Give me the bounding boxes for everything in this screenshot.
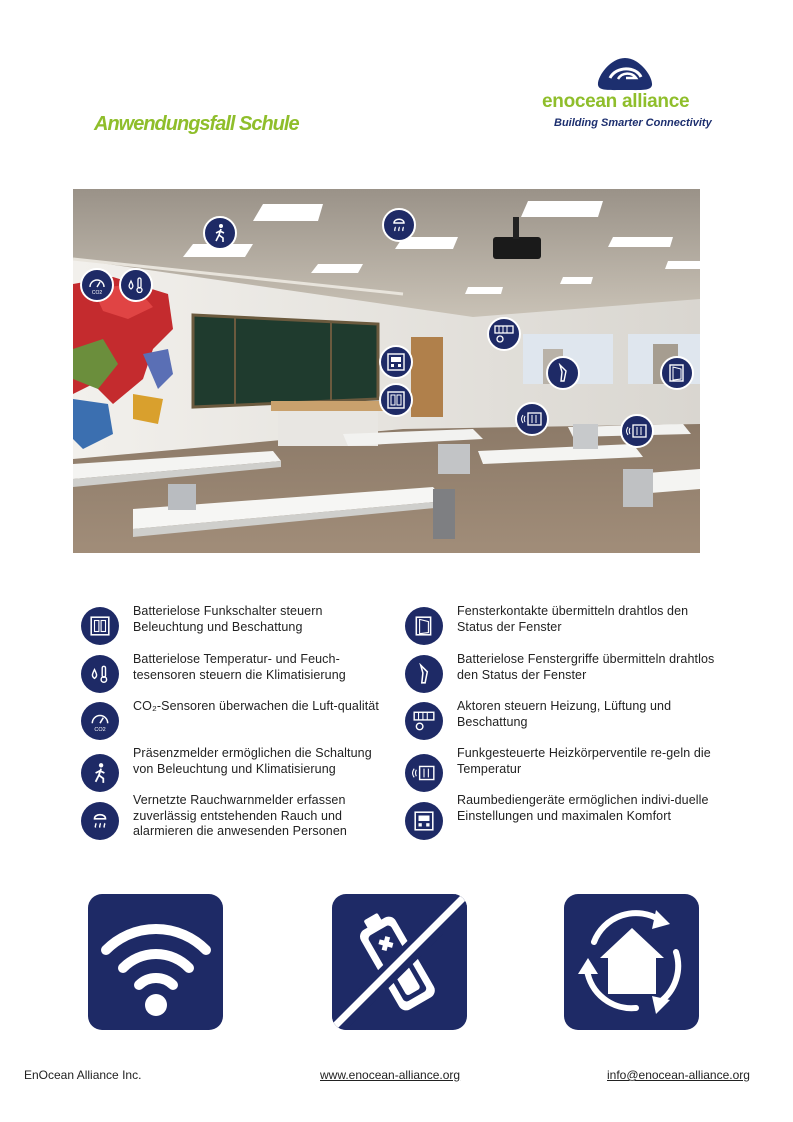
smart-home-icon (564, 894, 699, 1030)
window-contact-icon (660, 356, 694, 390)
page-title: Anwendungsfall Schule (94, 113, 299, 135)
radiator-valve-icon (515, 402, 549, 436)
smoke-detector-icon (382, 208, 416, 242)
window-contact-icon (405, 607, 443, 645)
legend-item (405, 699, 719, 740)
email-link[interactable]: info@enocean-alliance.org (607, 1068, 750, 1082)
legend-item (81, 604, 395, 645)
legend-item (81, 793, 395, 840)
switch-icon (81, 607, 119, 645)
legend-text: Raumbediengeräte ermöglichen indivi-duelle Einstellungen und maximalen Komfort (457, 793, 709, 823)
classroom-photo (73, 189, 700, 553)
legend-text: CO₂-Sensoren überwachen die Luft-qualität (133, 699, 379, 713)
no-battery-icon (332, 894, 467, 1030)
svg-text:CO2: CO2 (91, 290, 103, 295)
motion-sensor-icon (81, 754, 119, 792)
legend-text: Batterielose Funkschalter steuern Beleuchtung und Beschattung (133, 604, 323, 634)
enocean-logo (540, 55, 710, 135)
window-handle-icon (546, 356, 580, 390)
temperature-humidity-icon (119, 268, 153, 302)
radiator-valve-icon (405, 754, 443, 792)
motion-sensor-icon (203, 216, 237, 250)
legend-text: Vernetzte Rauchwarnmelder erfassen zuverlässig entstehenden Rauch und alarmieren die anwesenden Personen (133, 793, 347, 838)
legend-item (81, 746, 395, 792)
co2-sensor-icon (81, 702, 119, 740)
legend-item (405, 793, 719, 840)
switch-icon (379, 383, 413, 417)
actuator-icon (405, 702, 443, 740)
logo-tagline: Building Smarter Connectivity (554, 117, 712, 129)
footer-email (607, 1068, 750, 1082)
co2-sensor-icon (80, 268, 114, 302)
window-handle-icon (405, 655, 443, 693)
website-link[interactable]: www.enocean-alliance.org (320, 1068, 461, 1082)
legend-text: Funkgesteuerte Heizkörperventile re-geln die Temperatur (457, 746, 711, 776)
temperature-humidity-icon (81, 655, 119, 693)
legend-item (405, 652, 719, 693)
actuator-icon (487, 317, 521, 351)
radiator-valve-icon (620, 414, 654, 448)
legend-text: Batterielose Temperatur- und Feuch-tesensoren steuern die Klimatisierung (133, 652, 346, 682)
legend-text: Batterielose Fenstergriffe übermitteln drahtlos den Status der Fenster (457, 652, 715, 682)
smoke-detector-icon (81, 802, 119, 840)
legend-item (405, 604, 719, 645)
legend-item (81, 699, 395, 740)
room-control-icon (405, 802, 443, 840)
legend-item (81, 652, 395, 693)
footer-company: EnOcean Alliance Inc. (24, 1068, 142, 1082)
footer-website (320, 1068, 460, 1082)
legend-text: Präsenzmelder ermöglichen die Schaltung von Beleuchtung und Klimatisierung (133, 746, 372, 776)
legend-item (405, 746, 719, 792)
logo-name: enocean alliance (542, 91, 690, 112)
logo-mark-icon (596, 57, 654, 91)
wireless-icon (88, 894, 223, 1030)
legend-text: Aktoren steuern Heizung, Lüftung und Beschattung (457, 699, 672, 729)
legend-text: Fensterkontakte übermitteln drahtlos den Status der Fenster (457, 604, 689, 634)
room-control-icon (379, 345, 413, 379)
svg-text:CO2: CO2 (94, 726, 106, 732)
